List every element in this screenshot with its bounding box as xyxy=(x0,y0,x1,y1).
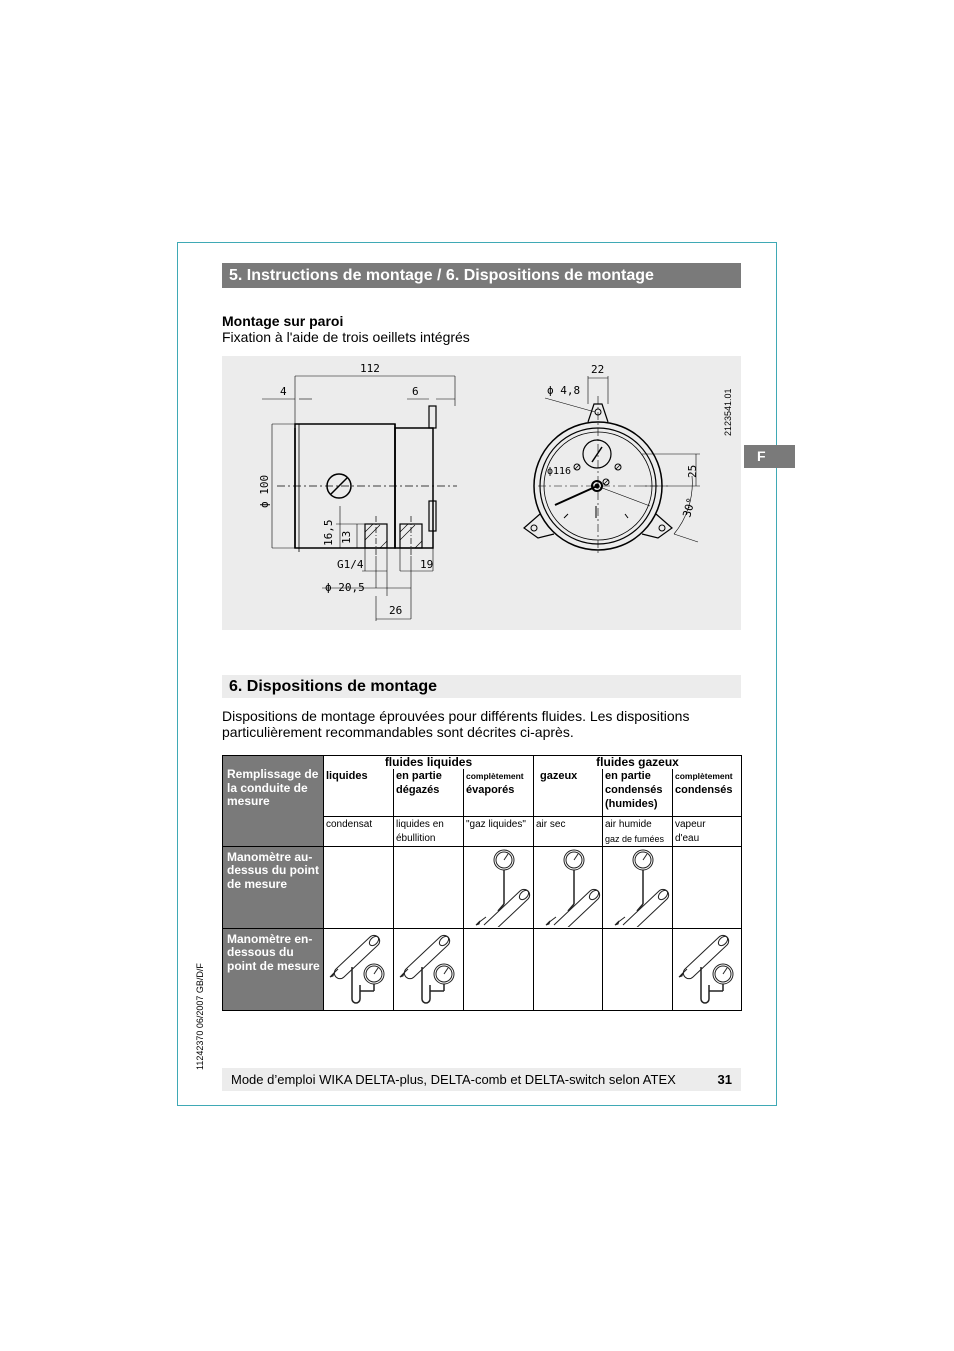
above-cell xyxy=(673,846,742,928)
below-cell xyxy=(603,928,673,1010)
mounting-subtitle: Montage sur paroi xyxy=(222,313,344,329)
dim-112: 112 xyxy=(360,362,380,375)
below-cell xyxy=(464,928,534,1010)
gauge-above-pipe-icon xyxy=(534,847,603,927)
above-cell xyxy=(324,846,394,928)
example-cell: air humide gaz de fumées xyxy=(603,816,673,846)
dimension-drawing xyxy=(222,356,741,630)
example-cell: condensat xyxy=(324,816,394,846)
example-cell: air sec xyxy=(534,816,603,846)
example-cell: "gaz liquides" xyxy=(464,816,534,846)
language-tab-f[interactable]: F xyxy=(744,445,795,468)
side-view-labels xyxy=(258,362,433,617)
above-cell xyxy=(464,846,534,928)
footer xyxy=(222,1068,741,1091)
gauge-below-pipe-icon xyxy=(673,929,742,1009)
example-cell: liquides en ébullition xyxy=(394,816,464,846)
dim-116: ϕ116 xyxy=(547,466,572,477)
col-header: en partie condensés (humides) xyxy=(603,769,673,816)
below-cell xyxy=(394,928,464,1010)
mounting-description: Fixation à l'aide de trois oeillets intégrés xyxy=(222,329,470,345)
col-header: complètement condensés xyxy=(673,769,742,816)
dim-13: 13 xyxy=(340,530,353,544)
dim-19: 19 xyxy=(420,558,434,571)
drawing-reference: 2123541.01 xyxy=(723,388,733,436)
section-header-6: 6. Dispositions de montage xyxy=(222,675,741,698)
gauge-below-pipe-icon xyxy=(324,929,393,1009)
col-header: gazeux xyxy=(534,769,603,816)
page-number: 31 xyxy=(717,1072,732,1087)
table-row xyxy=(223,846,742,928)
dim-20-5: ϕ 20,5 xyxy=(325,581,365,594)
dim-16-5: 16,5 xyxy=(322,519,335,546)
col-header: en partie dégazés xyxy=(394,769,464,816)
dim-g14: G1/4 xyxy=(337,558,364,571)
above-cell xyxy=(534,846,603,928)
dim-100: ϕ 100 xyxy=(258,474,271,508)
dim-26: 26 xyxy=(389,604,403,617)
dim-25: 25 xyxy=(686,464,699,478)
below-cell xyxy=(534,928,603,1010)
col-header: complètement évaporés xyxy=(464,769,534,816)
below-cell xyxy=(324,928,394,1010)
table-row xyxy=(223,756,742,770)
dim-4-8: ϕ 4,8 xyxy=(547,384,581,397)
document-reference: 11242370 06/2007 GB/D/F xyxy=(195,963,205,1070)
gauge-above-pipe-icon xyxy=(603,847,672,927)
group-gases: fluides gazeux xyxy=(534,756,742,770)
example-cell: vapeur d'eau xyxy=(673,816,742,846)
dim-6: 6 xyxy=(412,385,419,398)
group-liquids: fluides liquides xyxy=(324,756,534,770)
row-header-fill: Remplissage de la conduite de mesure xyxy=(223,756,324,847)
table-row xyxy=(223,928,742,1010)
mounting-subheading xyxy=(222,313,470,345)
above-cell xyxy=(603,846,673,928)
row-header-above: Manomètre au-dessus du point de mesure xyxy=(223,846,324,928)
mounting-table xyxy=(222,755,742,1011)
technical-drawing xyxy=(222,356,741,630)
gauge-above-pipe-icon xyxy=(464,847,533,927)
row-header-below: Manomètre en-dessous du point de mesure xyxy=(223,928,324,1010)
gauge-below-pipe-icon xyxy=(394,929,463,1009)
col-header: liquides xyxy=(324,769,394,816)
dim-4: 4 xyxy=(280,385,287,398)
dim-30: 30° xyxy=(680,496,699,519)
section-intro: Dispositions de montage éprouvées pour différents fluides. Les dispositions particulièrement recommandables sont décrites ci-après. xyxy=(222,708,690,740)
dim-22: 22 xyxy=(591,363,605,376)
above-cell xyxy=(394,846,464,928)
section-header-5: 5. Instructions de montage / 6. Dispositions de montage xyxy=(222,263,741,288)
below-cell xyxy=(673,928,742,1010)
footer-text: Mode d’emploi WIKA DELTA-plus, DELTA-comb et DELTA-switch selon ATEX xyxy=(231,1072,676,1087)
front-view-labels xyxy=(547,363,699,519)
